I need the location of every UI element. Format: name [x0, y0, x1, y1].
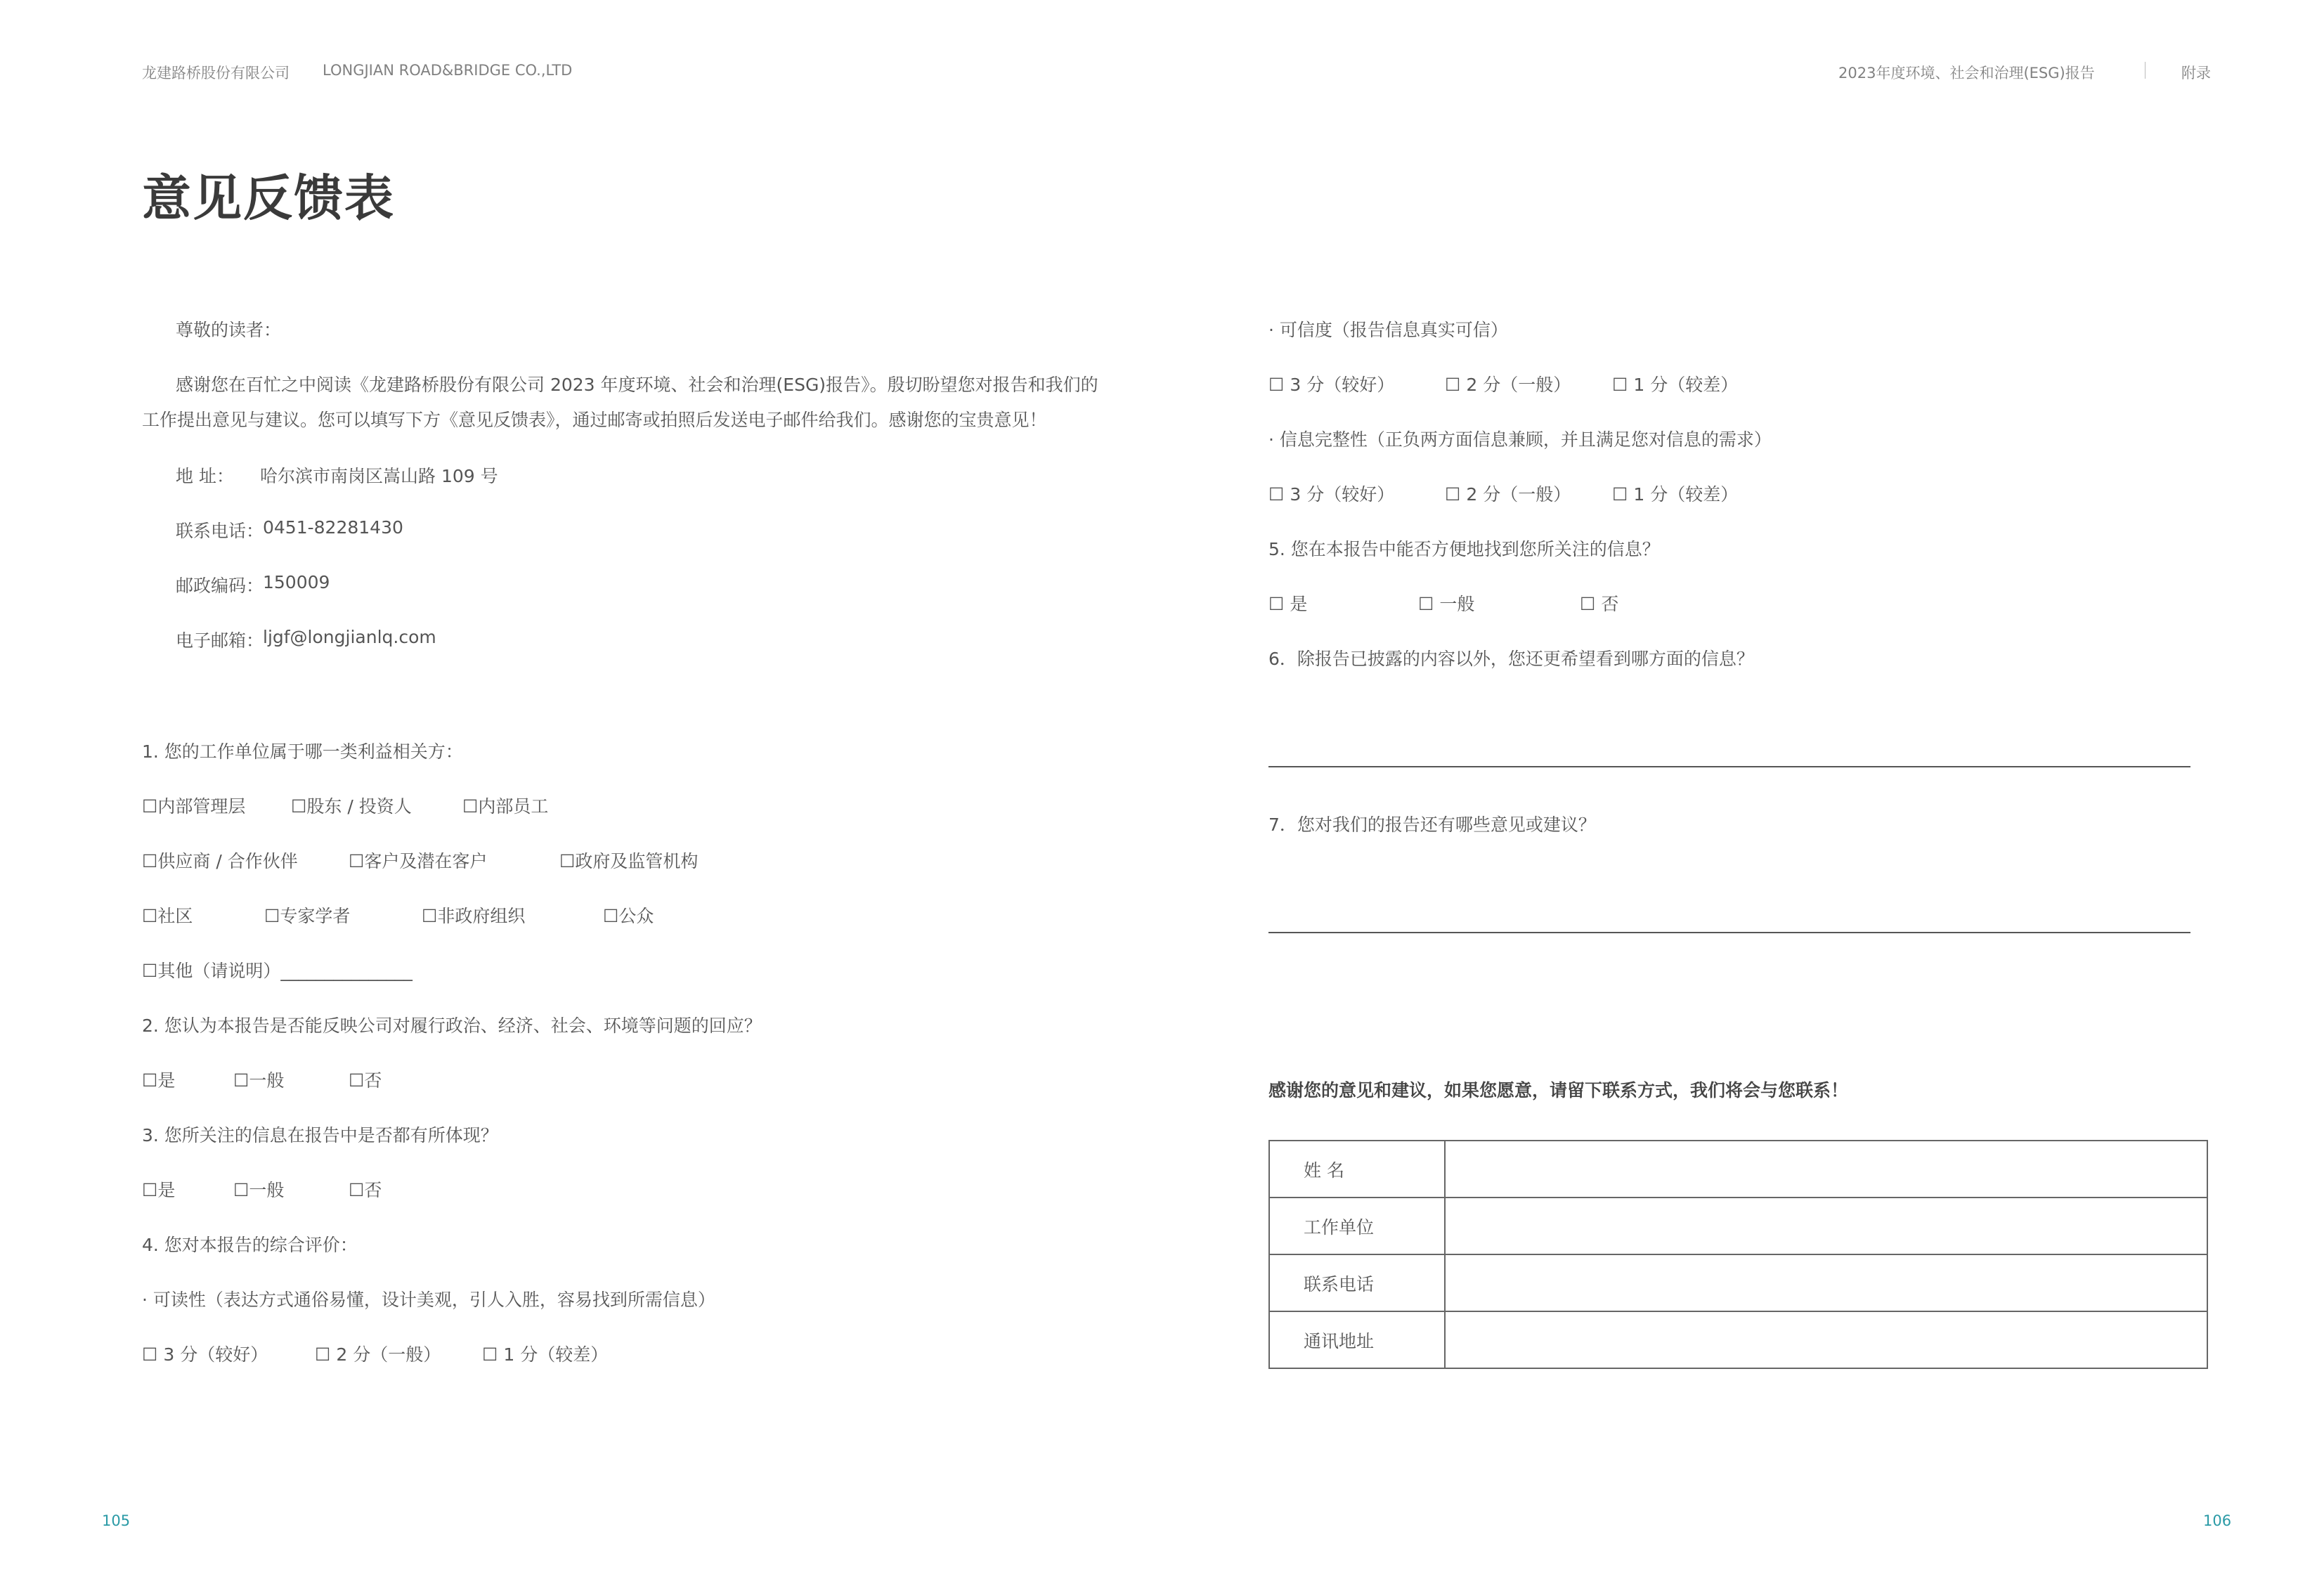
address-label: 地 址：: [176, 466, 234, 486]
contact-phone-label: 联系电话: [1269, 1254, 1445, 1311]
q4-readability: · 可读性（表达方式通俗易懂，设计美观，引人入胜，容易找到所需信息）: [142, 1290, 715, 1310]
q6-answer-line[interactable]: [1268, 766, 2190, 767]
q1-option[interactable]: ☐客户及潜在客户: [349, 851, 488, 871]
header-report-title: 2023年度环境、社会和治理(ESG)报告: [1838, 65, 2095, 82]
name-field[interactable]: [1445, 1141, 2207, 1198]
page-number-right: 106: [2203, 1512, 2232, 1529]
email-label: 电子邮箱：: [176, 630, 264, 651]
readability-option[interactable]: ☐ 1 分（较差）: [482, 1344, 609, 1365]
postcode-label: 邮政编码：: [176, 576, 264, 596]
q1-option[interactable]: ☐内部管理层: [142, 796, 246, 817]
q5-option[interactable]: ☐ 一般: [1418, 594, 1475, 614]
organization-field[interactable]: [1445, 1198, 2207, 1254]
completeness-option[interactable]: ☐ 2 分（一般）: [1445, 484, 1571, 505]
postcode-value: 150009: [263, 572, 330, 592]
header-company-en: LONGJIAN ROAD&BRIDGE CO.,LTD: [323, 62, 573, 79]
q1-option[interactable]: ☐供应商 / 合作伙伴: [142, 851, 298, 871]
mailing-address-field[interactable]: [1445, 1311, 2207, 1368]
intro-line-1: 感谢您在百忙之中阅读《龙建路桥股份有限公司 2023 年度环境、社会和治理(ESG)报告》。殷切盼望您对报告和我们的: [176, 375, 1098, 395]
contact-phone-field[interactable]: [1445, 1254, 2207, 1311]
header-section: 附录: [2181, 65, 2211, 82]
page-title: 意见反馈表: [142, 169, 395, 227]
q1-option[interactable]: ☐社区: [142, 906, 193, 926]
q4-credibility: · 可信度（报告信息真实可信）: [1268, 320, 1508, 340]
q4-question: 4. 您对本报告的综合评价：: [142, 1235, 358, 1255]
q2-option[interactable]: ☐否: [349, 1070, 382, 1091]
mailing-address-label: 通讯地址: [1269, 1311, 1445, 1368]
q1-option[interactable]: ☐公众: [603, 906, 654, 926]
readability-option[interactable]: ☐ 3 分（较好）: [142, 1344, 268, 1365]
completeness-option[interactable]: ☐ 1 分（较差）: [1612, 484, 1739, 505]
header-divider: [2145, 62, 2146, 79]
phone-label: 联系电话：: [176, 521, 264, 541]
q6-question: 6．除报告已披露的内容以外，您还更希望看到哪方面的信息？: [1268, 649, 1754, 669]
q1-question: 1. 您的工作单位属于哪一类利益相关方：: [142, 741, 463, 762]
email-value: ljgf@longjianlq.com: [263, 627, 436, 647]
q5-question: 5. 您在本报告中能否方便地找到您所关注的信息？: [1268, 539, 1660, 559]
q1-option-other[interactable]: ☐其他（请说明）_______________: [142, 961, 413, 981]
q5-option[interactable]: ☐ 是: [1268, 594, 1308, 614]
readability-option[interactable]: ☐ 2 分（一般）: [315, 1344, 441, 1365]
q3-option[interactable]: ☐否: [349, 1180, 382, 1200]
q7-question: 7．您对我们的报告还有哪些意见或建议？: [1268, 815, 1596, 835]
q2-question: 2. 您认为本报告是否能反映公司对履行政治、经济、社会、环境等问题的回应？: [142, 1015, 762, 1036]
credibility-option[interactable]: ☐ 2 分（一般）: [1445, 375, 1571, 395]
credibility-option[interactable]: ☐ 1 分（较差）: [1612, 375, 1739, 395]
q3-option[interactable]: ☐是: [142, 1180, 176, 1200]
q2-option[interactable]: ☐是: [142, 1070, 176, 1091]
phone-value: 0451-82281430: [263, 517, 403, 538]
credibility-option[interactable]: ☐ 3 分（较好）: [1268, 375, 1395, 395]
page-number-left: 105: [102, 1512, 131, 1529]
q1-option[interactable]: ☐专家学者: [264, 906, 351, 926]
q2-option[interactable]: ☐一般: [233, 1070, 285, 1091]
q4-completeness: · 信息完整性（正负两方面信息兼顾，并且满足您对信息的需求）: [1268, 429, 1772, 450]
q5-option[interactable]: ☐ 否: [1580, 594, 1619, 614]
intro-line-2: 工作提出意见与建议。您可以填写下方《意见反馈表》，通过邮寄或拍照后发送电子邮件给我们。感谢您的宝贵意见！: [142, 410, 1047, 430]
contact-row: [1269, 1311, 2207, 1368]
contact-row: [1269, 1141, 2207, 1198]
contact-row: [1269, 1198, 2207, 1254]
contact-row: [1269, 1254, 2207, 1311]
q7-answer-line[interactable]: [1268, 932, 2190, 933]
address-value: 哈尔滨市南岗区嵩山路 109 号: [260, 466, 498, 486]
organization-label: 工作单位: [1269, 1198, 1445, 1254]
q1-option[interactable]: ☐股东 / 投资人: [291, 796, 412, 817]
contact-table: [1268, 1140, 2208, 1369]
q3-question: 3. 您所关注的信息在报告中是否都有所体现？: [142, 1125, 498, 1146]
q3-option[interactable]: ☐一般: [233, 1180, 285, 1200]
name-label: 姓 名: [1269, 1141, 1445, 1198]
header-company-cn: 龙建路桥股份有限公司: [142, 65, 290, 82]
q1-option[interactable]: ☐政府及监管机构: [559, 851, 699, 871]
completeness-option[interactable]: ☐ 3 分（较好）: [1268, 484, 1395, 505]
contact-intro: 感谢您的意见和建议，如果您愿意，请留下联系方式，我们将会与您联系！: [1268, 1080, 1849, 1101]
q1-option[interactable]: ☐内部员工: [462, 796, 549, 817]
greeting: 尊敬的读者：: [176, 320, 282, 340]
q1-option[interactable]: ☐非政府组织: [422, 906, 526, 926]
